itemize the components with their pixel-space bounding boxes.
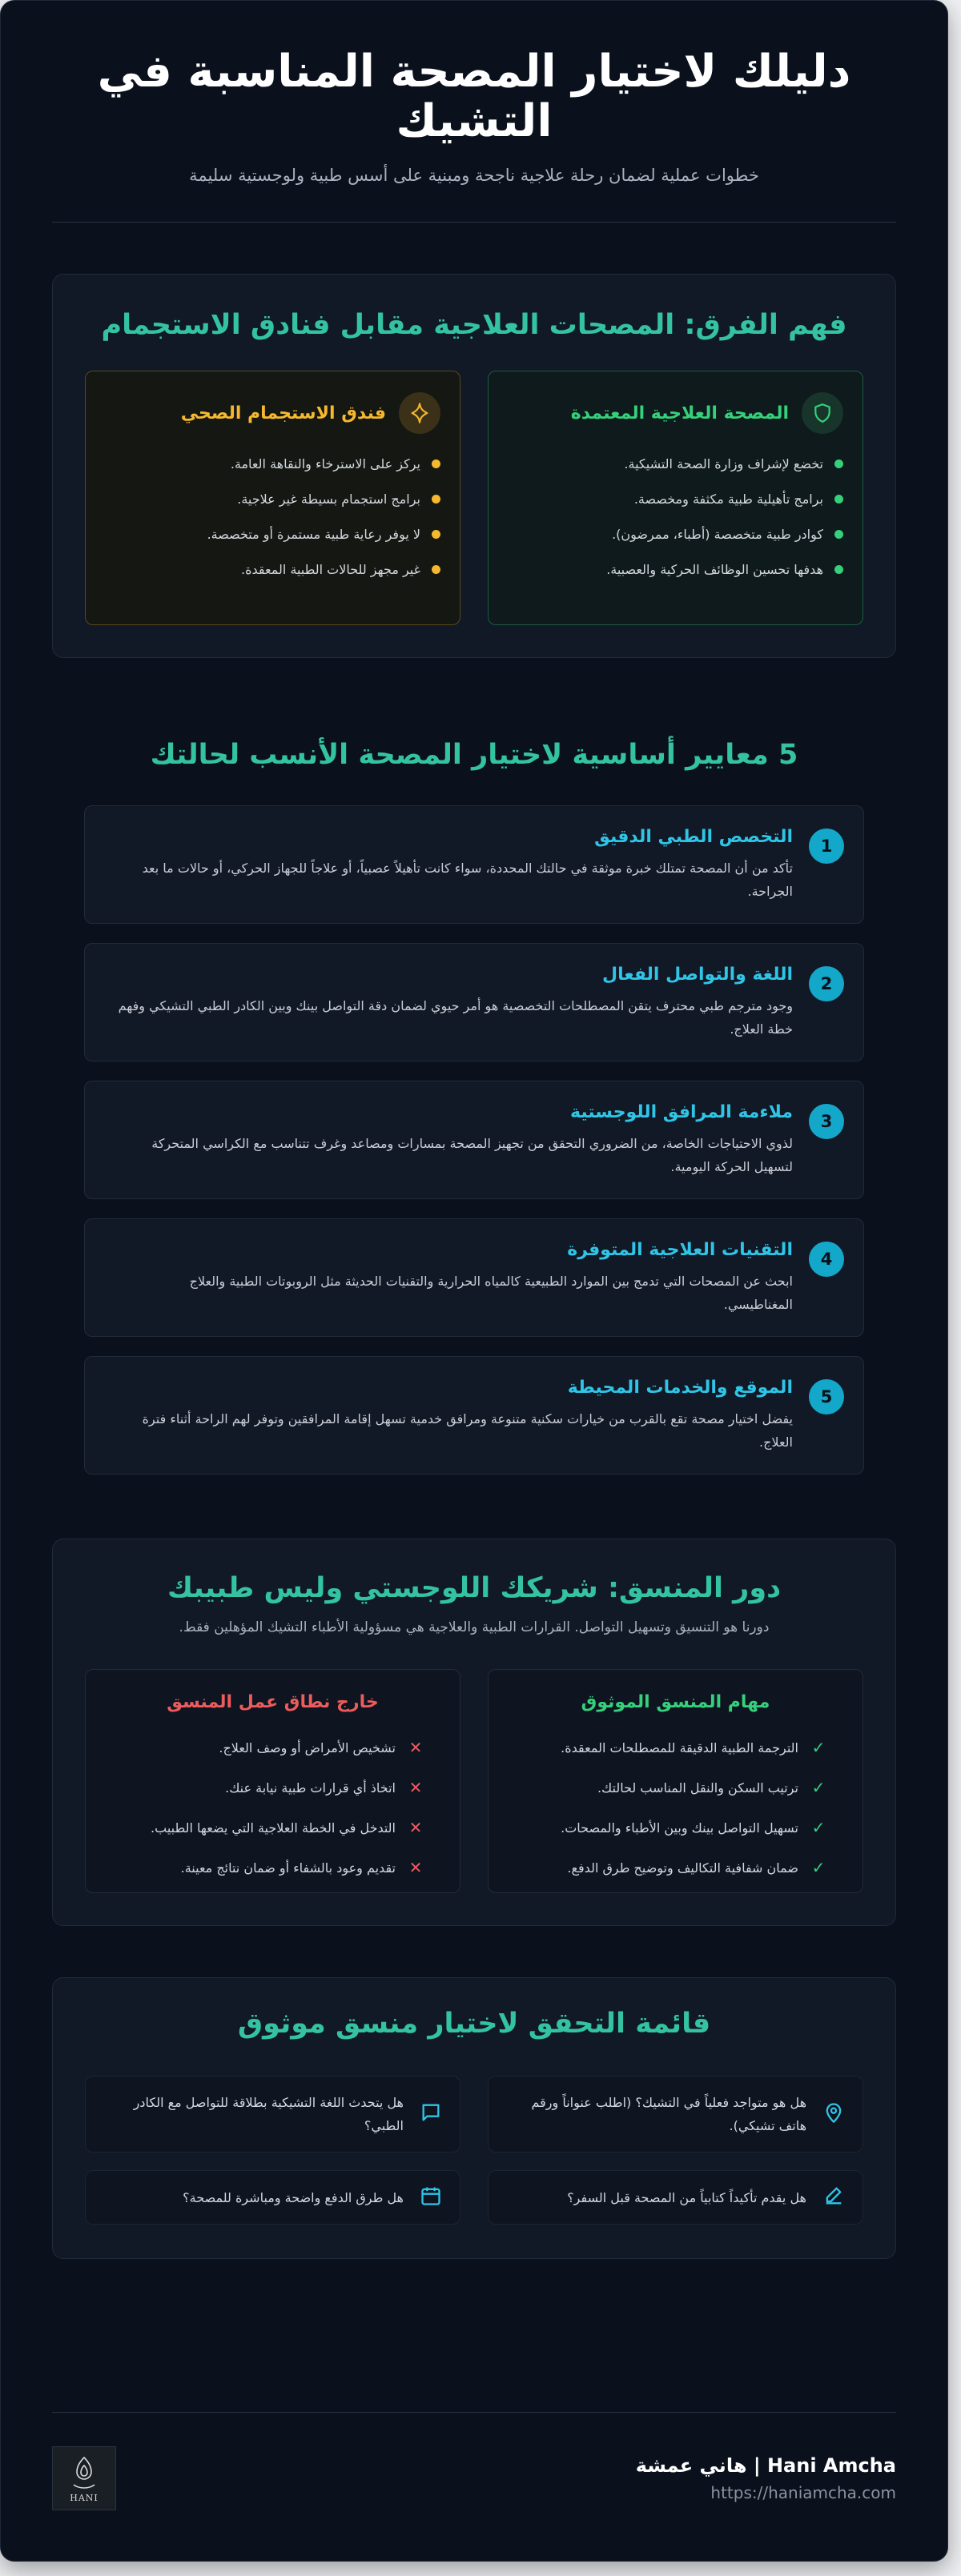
checklist-title: قائمة التحقق لاختيار منسق موثوق <box>237 2008 711 2040</box>
coordinator-subtitle: دورنا هو التنسيق وتسهيل التواصل. القرارات الطبية والعلاجية هي مسؤولية الأطباء التشيك المؤهلين فقط. <box>179 1619 770 1635</box>
checklist-item <box>488 2170 863 2225</box>
checklist-item <box>85 2170 460 2225</box>
cross-icon: ✕ <box>408 1858 423 1877</box>
criteria-title: 5 معايير أساسية لاختيار المصحة الأنسب لحالتك <box>150 739 798 771</box>
bullet-dot <box>432 495 440 504</box>
certified-heading: المصحة العلاجية المعتمدة <box>570 403 789 423</box>
bullet-dot <box>834 495 843 504</box>
criterion-card <box>84 805 864 924</box>
criterion-text: تأكد من أن المصحة تمتلك خبرة موثقة في حالتك المحددة، سواء كانت تأهيلاً عصبياً، أو علاجاً للجهاز الحركي، أو حالات ما بعد الجراحة. <box>142 861 793 899</box>
logo-text: HANI <box>70 2492 99 2503</box>
comparison-row <box>85 371 863 625</box>
step-number: 5 <box>809 1379 844 1414</box>
brand <box>636 2454 896 2502</box>
bullet-dot <box>432 530 440 539</box>
chat-icon <box>420 2101 442 2127</box>
map-pin-icon <box>822 2101 845 2127</box>
difference-section <box>52 274 896 658</box>
wellness-heading: فندق الاستجمام الصحي <box>180 403 386 423</box>
outside-list <box>105 1738 440 1877</box>
list-item: ✓ ترتيب السكن والنقل المناسب لحالتك. <box>508 1778 843 1797</box>
criterion-heading: التقنيات العلاجية المتوفرة <box>567 1240 793 1260</box>
list-item: هدفها تحسين الوظائف الحركية والعصبية. <box>508 562 843 577</box>
cross-icon: ✕ <box>408 1818 423 1837</box>
step-number: 3 <box>809 1104 844 1139</box>
list-item: ✕ تقديم وعود بالشفاء أو ضمان نتائج معينة. <box>105 1858 440 1877</box>
checklist-section <box>52 1977 896 2259</box>
page-subtitle: خطوات عملية لضمان رحلة علاجية ناجحة ومبنية على أسس طبية ولوجستية سليمة <box>189 166 759 185</box>
outside-heading: خارج نطاق عمل المنسق <box>167 1692 379 1712</box>
logo <box>52 2446 116 2510</box>
list-item: برامج استجمام بسيطة غير علاجية. <box>105 492 440 507</box>
bullet-dot <box>834 459 843 468</box>
brand-link[interactable]: https://haniamcha.com <box>710 2483 896 2502</box>
content <box>1 1 947 2259</box>
list-item: برامج تأهيلية طبية مكثفة ومخصصة. <box>508 492 843 507</box>
hero <box>52 47 896 185</box>
cross-icon: ✕ <box>408 1738 423 1757</box>
difference-title: فهم الفرق: المصحات العلاجية مقابل فنادق الاستجمام <box>101 309 847 341</box>
criterion-text: يفضل اختيار مصحة تقع بالقرب من خيارات سكنية متنوعة ومرافق خدمية تسهل إقامة المرافقين وتوفر لهم الراحة أثناء فترة العلاج. <box>142 1411 793 1450</box>
bullet-dot <box>432 459 440 468</box>
list-item: ✕ تشخيص الأمراض أو وصف العلاج. <box>105 1738 440 1757</box>
roles-row <box>85 1669 863 1893</box>
checklist-item <box>488 2076 863 2153</box>
list-item: تخضع لإشراف وزارة الصحة التشيكية. <box>508 456 843 471</box>
logo-emblem-icon <box>69 2454 99 2491</box>
checklist-text: هل هو متواجد فعلياً في التشيك؟ (اطلب عنواناً ورقم هاتف تشيكي). <box>531 2095 806 2133</box>
criterion-heading: التخصص الطبي الدقيق <box>594 827 793 847</box>
list-item: ✕ التدخل في الخطة العلاجية التي يضعها الطبيب. <box>105 1818 440 1837</box>
checklist-text: هل يقدم تأكيداً كتابياً من المصحة قبل السفر؟ <box>567 2189 806 2205</box>
list-item: كوادر طبية متخصصة (أطباء، ممرضون). <box>508 527 843 542</box>
criteria-section <box>52 738 896 1475</box>
check-icon: ✓ <box>811 1738 826 1757</box>
criterion-heading: الموقع والخدمات المحيطة <box>567 1378 793 1398</box>
page-title: دليلك لاختيار المصحة المناسبة في التشيك <box>97 46 851 147</box>
step-number: 4 <box>809 1242 844 1277</box>
coordinator-section <box>52 1539 896 1926</box>
criterion-card <box>84 1081 864 1199</box>
wellness-hotel-card <box>85 371 460 625</box>
check-icon: ✓ <box>811 1858 826 1877</box>
checklist-grid <box>85 2076 863 2225</box>
criterion-heading: ملاءمة المرافق اللوجستية <box>570 1102 793 1122</box>
coordinator-tasks-card <box>488 1669 863 1893</box>
tasks-heading: مهام المنسق الموثوق <box>581 1692 770 1712</box>
cross-icon: ✕ <box>408 1778 423 1797</box>
list-item: ✓ تسهيل التواصل بينك وبين الأطباء والمصحات. <box>508 1818 843 1837</box>
wellness-header <box>105 392 440 434</box>
bullet-dot <box>834 530 843 539</box>
list-item: ✓ ضمان شفافية التكاليف وتوضيح طرق الدفع. <box>508 1858 843 1877</box>
criterion-card <box>84 1218 864 1337</box>
sparkle-icon <box>399 392 440 434</box>
checklist-text: هل يتحدث اللغة التشيكية بطلاقة للتواصل مع الكادر الطبي؟ <box>133 2095 404 2133</box>
certified-list <box>508 456 843 577</box>
brand-name: Hani Amcha | هاني عمشة <box>635 2454 896 2477</box>
list-item: ✕ اتخاذ أي قرارات طبية نيابة عنك. <box>105 1778 440 1797</box>
list-item: لا يوفر رعاية طبية مستمرة أو متخصصة. <box>105 527 440 542</box>
coordinator-title: دور المنسق: شريكك اللوجستي وليس طبيبك <box>167 1572 782 1604</box>
step-number: 2 <box>809 966 844 1001</box>
criterion-heading: اللغة والتواصل الفعال <box>602 965 793 985</box>
bullet-dot <box>432 565 440 574</box>
check-icon: ✓ <box>811 1778 826 1797</box>
wellness-list <box>105 456 440 577</box>
list-item: غير مجهز للحالات الطبية المعقدة. <box>105 562 440 577</box>
criterion-text: لذوي الاحتياجات الخاصة، من الضروري التحقق من تجهيز المصحة بمسارات ومصاعد وغرف تتناسب مع الكراسي المتحركة لتسهيل الحركة اليومية. <box>151 1136 793 1174</box>
criteria-list <box>84 805 864 1475</box>
check-icon: ✓ <box>811 1818 826 1837</box>
criterion-text: وجود مترجم طبي محترف يتقن المصطلحات التخصصية هو أمر حيوي لضمان دقة التواصل بينك وبين الكادر الطبي التشيكي وفهم خطة العلاج. <box>118 998 793 1037</box>
footer <box>52 2412 896 2510</box>
list-item: ✓ الترجمة الطبية الدقيقة للمصطلحات المعقدة. <box>508 1738 843 1757</box>
bullet-dot <box>834 565 843 574</box>
shield-icon <box>802 392 843 434</box>
pen-icon <box>822 2185 845 2210</box>
tasks-list <box>508 1738 843 1877</box>
certified-header <box>508 392 843 434</box>
certified-clinic-card <box>488 371 863 625</box>
criterion-card <box>84 1356 864 1475</box>
divider <box>52 222 896 223</box>
outside-scope-card <box>85 1669 460 1893</box>
step-number: 1 <box>809 829 844 864</box>
criterion-text: ابحث عن المصحات التي تدمج بين الموارد الطبيعية كالمياه الحرارية والتقنيات الحديثة مثل الروبوتات الطبية والعلاج المغناطيسي. <box>189 1274 793 1312</box>
checklist-item <box>85 2076 460 2153</box>
criterion-card <box>84 943 864 1061</box>
calendar-icon <box>420 2185 442 2210</box>
checklist-text: هل طرق الدفع واضحة ومباشرة للمصحة؟ <box>183 2189 404 2205</box>
list-item: يركز على الاسترخاء والنقاهة العامة. <box>105 456 440 471</box>
